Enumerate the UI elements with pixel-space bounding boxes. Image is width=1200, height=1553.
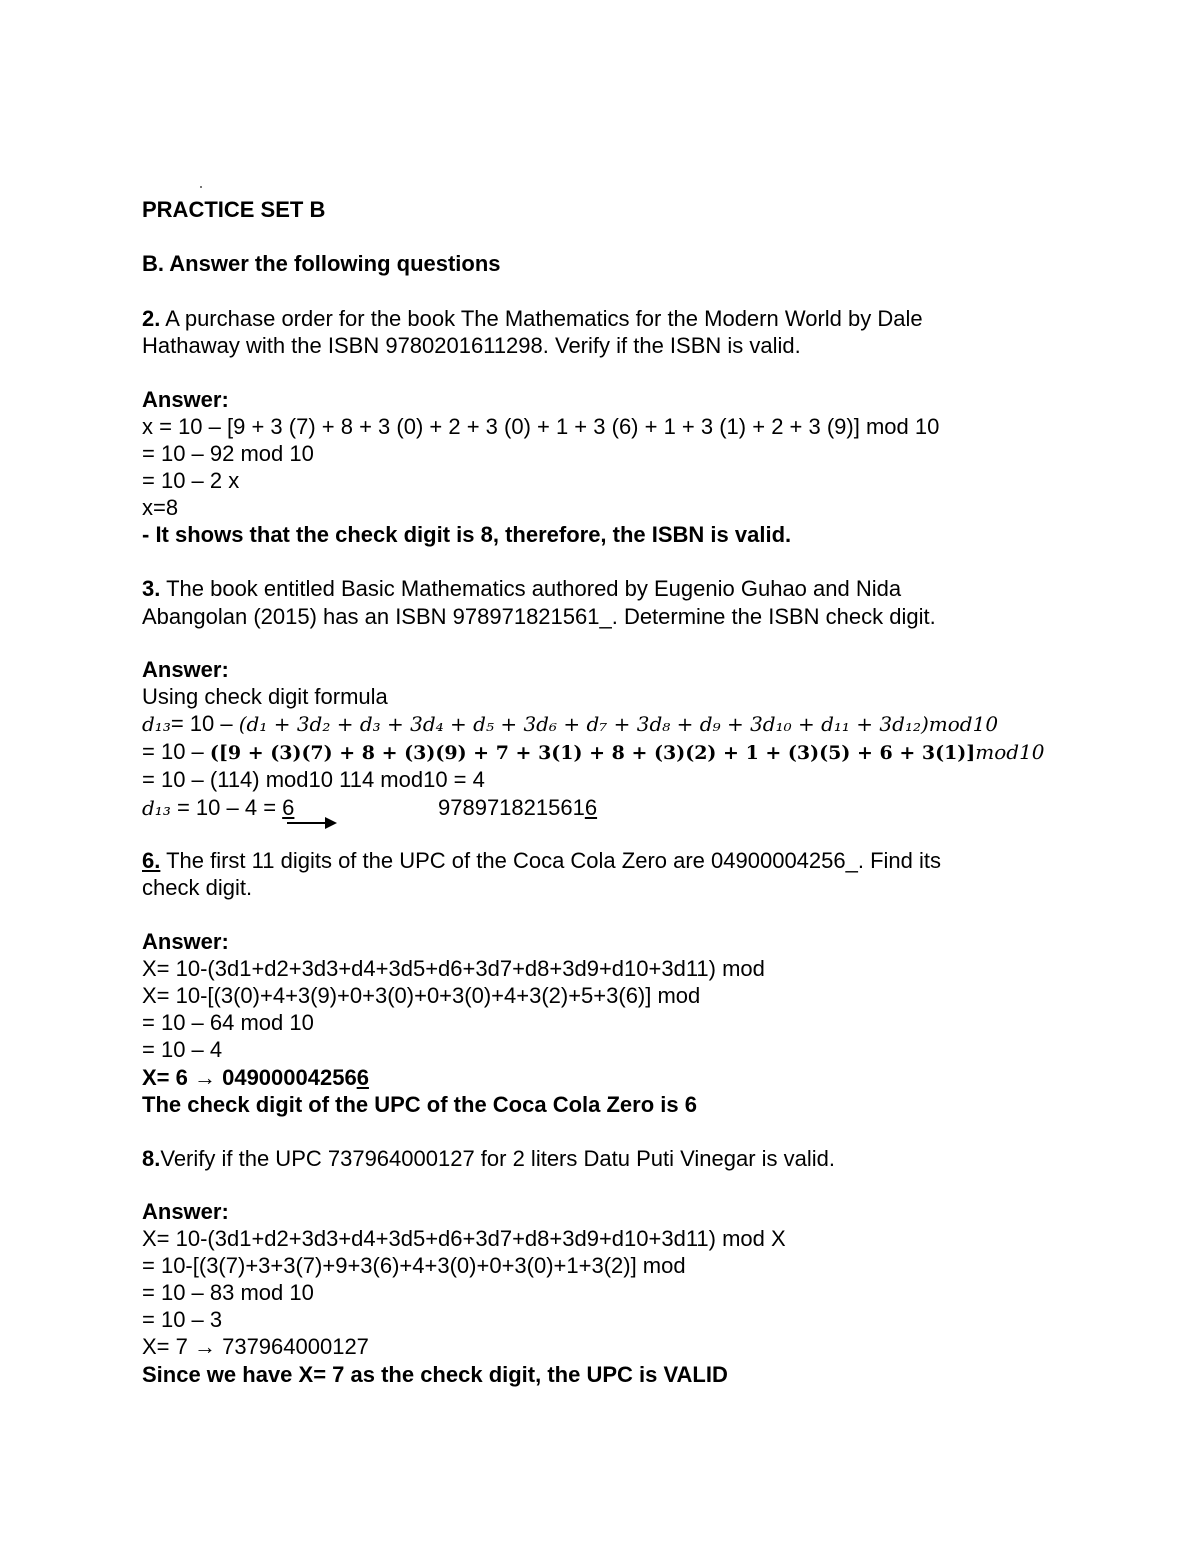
q3-full-isbn <box>438 794 597 822</box>
q3-mod-line: = 10 – (114) mod10 114 mod10 = 4 <box>142 767 485 792</box>
q3-result-value: 6 <box>282 795 295 820</box>
q6-check-digit: 6 <box>356 1065 369 1090</box>
q8-text-1: Verify if the UPC 737964000127 for 2 liters Datu Puti Vinegar is valid. <box>160 1146 836 1171</box>
q6-work-line-2: X= 10-[(3(0)+4+3(9)+0+3(0)+0+3(0)+4+3(2)+5+3(6)] mod <box>142 983 701 1008</box>
q2-number: 2. <box>142 306 161 331</box>
q8-work-line-3: = 10 – 83 mod 10 <box>142 1280 314 1305</box>
q6-work-line-3: = 10 – 64 mod 10 <box>142 1010 314 1035</box>
q3-formula-rhs: (d₁ + 3d₂ + d₃ + 3d₄ + d₅ + 3d₆ + d₇ + 3d₈ + d₉ + 3d₁₀ + d₁₁ + 3d₁₂)mod10 <box>238 712 999 736</box>
q3-isbn-prefix: 978971821561 <box>438 795 585 820</box>
q2-conclusion: - It shows that the check digit is 8, therefore, the ISBN is valid. <box>142 522 792 547</box>
q3-sub-lead: = 10 – <box>142 739 210 764</box>
q3-formula-line <box>142 710 998 738</box>
q6-result-line <box>142 1064 369 1092</box>
q8-work-line-5: X= 7 → 737964000127 <box>142 1334 369 1359</box>
q3-answer-label: Answer: <box>142 657 229 682</box>
q6-result-prefix: X= 6 → 04900004256 <box>142 1065 357 1090</box>
q3-result-lhs: d₁₃ <box>142 796 171 820</box>
right-arrow-icon <box>287 813 337 833</box>
instruction-heading: B. Answer the following questions <box>142 251 501 276</box>
q2-text-1: A purchase order for the book The Mathematics for the Modern World by Dale <box>160 306 923 331</box>
q2-prompt-line-2: Hathaway with the ISBN 9780201611298. Verify if the ISBN is valid. <box>142 333 801 358</box>
stray-mark <box>200 186 202 188</box>
q2-work-line-2: = 10 – 92 mod 10 <box>142 441 314 466</box>
page-title: PRACTICE SET B <box>142 197 326 222</box>
q6-prompt-line-1 <box>142 847 941 875</box>
q6-prompt-line-2: check digit. <box>142 875 253 900</box>
q3-prompt-line-1 <box>142 575 901 603</box>
q8-work-line-2: = 10-[(3(7)+3+3(7)+9+3(6)+4+3(0)+0+3(0)+1+3(2)] mod <box>142 1253 686 1278</box>
q6-text-1: The first 11 digits of the UPC of the Coca Cola Zero are 04900004256_. Find its <box>160 848 941 873</box>
q3-number: 3. <box>142 576 161 601</box>
q6-work-line-4: = 10 – 4 <box>142 1037 223 1062</box>
q8-prompt-line-1 <box>142 1145 835 1173</box>
q6-conclusion: The check digit of the UPC of the Coca Cola Zero is 6 <box>142 1092 697 1117</box>
q3-formula-lhs: d₁₃ <box>142 712 171 736</box>
q3-sub-rhs: ([9 + (3)(7) + 8 + (3)(9) + 7 + 3(1) + 8 + (3)(2) + 1 + (3)(5) + 6 + 3(1)] <box>209 742 976 764</box>
q6-number: 6. <box>142 848 161 873</box>
q2-work-line-1: x = 10 – [9 + 3 (7) + 8 + 3 (0) + 2 + 3 (0) + 1 + 3 (6) + 1 + 3 (1) + 2 + 3 (9)] mod 10 <box>142 414 940 439</box>
q3-result-mid: = 10 – 4 = <box>170 795 283 820</box>
q3-text-1: The book entitled Basic Mathematics authored by Eugenio Guhao and Nida <box>160 576 902 601</box>
q3-formula-intro: Using check digit formula <box>142 684 388 709</box>
q2-work-line-3: = 10 – 2 x <box>142 468 240 493</box>
q2-work-line-4: x=8 <box>142 495 179 520</box>
q6-answer-label: Answer: <box>142 929 229 954</box>
q8-conclusion: Since we have X= 7 as the check digit, the UPC is VALID <box>142 1362 728 1387</box>
q8-work-line-4: = 10 – 3 <box>142 1307 223 1332</box>
q3-isbn-check-digit: 6 <box>584 795 598 820</box>
q3-result-line <box>142 794 294 822</box>
q6-work-line-1: X= 10-(3d1+d2+3d3+d4+3d5+d6+3d7+d8+3d9+d10+3d11) mod <box>142 956 765 981</box>
q3-formula-eq: = 10 – <box>170 711 239 736</box>
q8-answer-label: Answer: <box>142 1199 229 1224</box>
q3-sub-mod: mod10 <box>975 740 1045 764</box>
q2-answer-label: Answer: <box>142 387 229 412</box>
q2-prompt-line-1 <box>142 305 923 333</box>
q8-work-line-1: X= 10-(3d1+d2+3d3+d4+3d5+d6+3d7+d8+3d9+d10+3d11) mod X <box>142 1226 786 1251</box>
q3-prompt-line-2: Abangolan (2015) has an ISBN 978971821561_. Determine the ISBN check digit. <box>142 604 936 629</box>
q8-number: 8. <box>142 1146 161 1171</box>
q3-substitution-line <box>142 738 1045 767</box>
